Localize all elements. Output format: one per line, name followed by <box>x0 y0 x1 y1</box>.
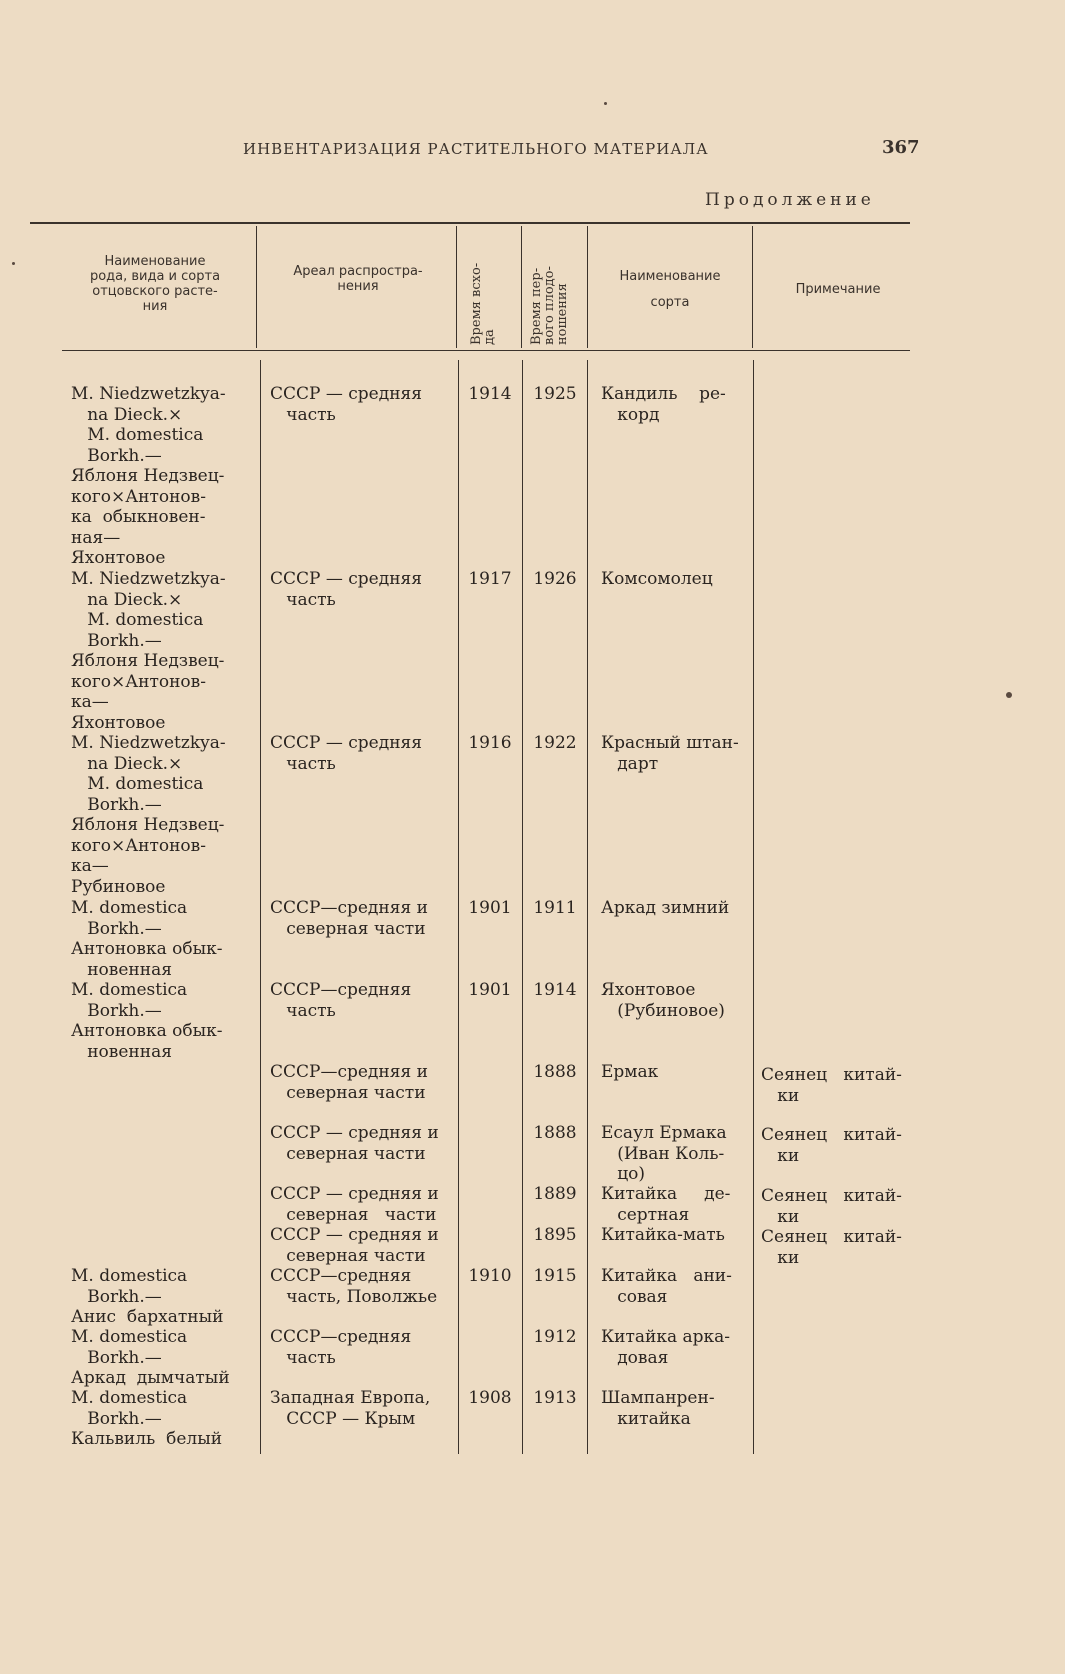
cell-area: СССР — средняя и северная части <box>270 1184 439 1225</box>
cell-sprout: 1901 <box>468 980 512 1000</box>
cell-variety: Яхонтовое (Рубиновое) <box>601 980 725 1021</box>
header-note: Примечание <box>795 282 881 297</box>
cell-fruit: 1895 <box>533 1225 577 1245</box>
cell-variety: Кандиль ре- корд <box>601 384 726 425</box>
cell-fruit: 1912 <box>533 1327 577 1347</box>
column-divider <box>456 226 457 348</box>
paper-speck <box>1006 692 1012 698</box>
table-header-rule <box>62 350 910 351</box>
cell-variety: Китайка де- сертная <box>601 1184 731 1225</box>
column-divider <box>521 226 522 348</box>
cell-variety: Есаул Ермака (Иван Коль- цо) <box>601 1123 727 1184</box>
cell-parent: M. domestica Borkh.— Антоновка обык- новенная <box>71 898 223 980</box>
cell-fruit: 1914 <box>533 980 577 1000</box>
cell-variety: Красный штан- дарт <box>601 733 739 774</box>
page-number: 367 <box>882 137 920 158</box>
cell-fruit: 1889 <box>533 1184 577 1204</box>
cell-variety: Комсомолец <box>601 569 713 589</box>
cell-area: СССР—средняя часть, Поволжье <box>270 1266 438 1307</box>
header-fruit: Время пер- вого плодо- ношения <box>529 266 570 345</box>
header-area: Ареал распростра- нения <box>293 264 423 294</box>
cell-parent: M. domestica Borkh.— Антоновка обык- новенная <box>71 980 223 1062</box>
cell-area: Западная Европа, СССР — Крым <box>270 1388 431 1429</box>
cell-fruit: 1925 <box>533 384 577 404</box>
cell-parent: M. Niedzwetzkya- na Dieck.× M. domestica Borkh.— Яблоня Недзвец- кого×Антонов- ка— Рубиновое <box>71 733 226 897</box>
column-divider <box>260 360 261 1454</box>
cell-fruit: 1888 <box>533 1062 577 1082</box>
running-title: ИНВЕНТАРИЗАЦИЯ РАСТИТЕЛЬНОГО МАТЕРИАЛА <box>243 140 709 158</box>
cell-area: СССР — средняя и северная части <box>270 1123 439 1164</box>
column-divider <box>458 360 459 1454</box>
cell-variety: Шампанрен- китайка <box>601 1388 715 1429</box>
column-divider <box>587 226 588 348</box>
cell-area: СССР — средняя часть <box>270 733 422 774</box>
cell-variety: Ермак <box>601 1062 659 1082</box>
cell-parent: M. Niedzwetzkya- na Dieck.× M. domestica Borkh.— Яблоня Недзвец- кого×Антонов- ка— Яхонтовое <box>71 569 226 733</box>
cell-variety: Аркад зимний <box>601 898 730 918</box>
cell-note: Сеянец китай- ки <box>761 1125 902 1166</box>
column-divider <box>256 226 257 348</box>
cell-fruit: 1913 <box>533 1388 577 1408</box>
running-head <box>0 137 1065 162</box>
cell-parent: M. Niedzwetzkya- na Dieck.× M. domestica Borkh.— Яблоня Недзвец- кого×Антонов- ка обыкновен- ная— Яхонтовое <box>71 384 226 568</box>
column-divider <box>587 360 588 1454</box>
paper-speck <box>604 102 607 105</box>
cell-note: Сеянец китай- ки <box>761 1227 902 1268</box>
cell-note: Сеянец китай- ки <box>761 1186 902 1227</box>
cell-variety: Китайка ани- совая <box>601 1266 732 1307</box>
cell-area: СССР — средняя часть <box>270 384 422 425</box>
cell-area: СССР — средняя часть <box>270 569 422 610</box>
header-parent: Наименование рода, вида и сорта отцовского расте- ния <box>89 254 221 314</box>
cell-area: СССР—средняя часть <box>270 980 412 1021</box>
cell-sprout: 1910 <box>468 1266 512 1286</box>
cell-sprout: 1901 <box>468 898 512 918</box>
cell-parent: M. domestica Borkh.— Кальвиль белый <box>71 1388 223 1449</box>
cell-variety: Китайка-мать <box>601 1225 725 1245</box>
cell-sprout: 1917 <box>468 569 512 589</box>
cell-sprout: 1908 <box>468 1388 512 1408</box>
cell-variety: Китайка арка- довая <box>601 1327 731 1368</box>
cell-parent: M. domestica Borkh.— Аркад дымчатый <box>71 1327 230 1388</box>
cell-area: СССР—средняя и северная части <box>270 1062 428 1103</box>
cell-parent: M. domestica Borkh.— Анис бархатный <box>71 1266 224 1327</box>
cell-area: СССР—средняя и северная части <box>270 898 428 939</box>
header-variety: Наименование сорта <box>619 269 721 310</box>
cell-fruit: 1911 <box>533 898 577 918</box>
cell-fruit: 1915 <box>533 1266 577 1286</box>
cell-sprout: 1914 <box>468 384 512 404</box>
column-divider <box>753 360 754 1454</box>
cell-fruit: 1888 <box>533 1123 577 1143</box>
cell-note: Сеянец китай- ки <box>761 1065 902 1106</box>
cell-area: СССР—средняя часть <box>270 1327 412 1368</box>
column-divider <box>752 226 753 348</box>
column-divider <box>522 360 523 1454</box>
paper-speck <box>12 262 15 265</box>
cell-fruit: 1922 <box>533 733 577 753</box>
header-sprout: Время всхо- да <box>469 262 497 345</box>
table-top-rule <box>30 222 910 224</box>
cell-fruit: 1926 <box>533 569 577 589</box>
cell-sprout: 1916 <box>468 733 512 753</box>
continuation-label: Продолжение <box>705 190 875 210</box>
cell-area: СССР — средняя и северная части <box>270 1225 439 1266</box>
